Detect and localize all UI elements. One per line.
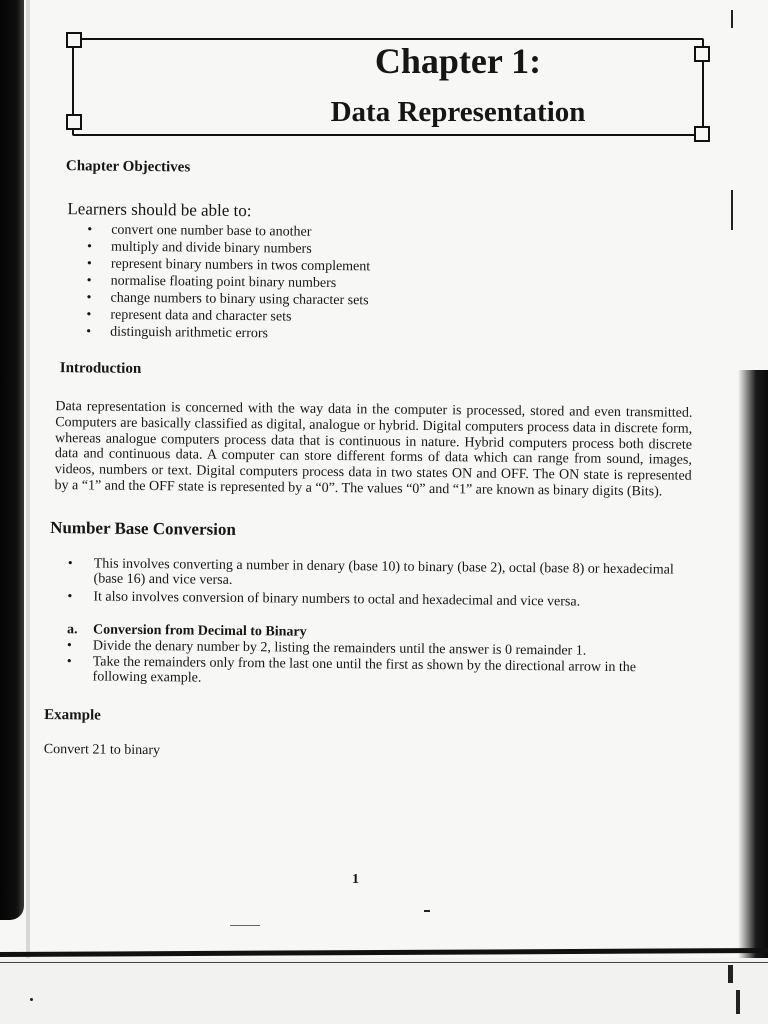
list-item: • represent data and character sets [86, 306, 693, 329]
list-item: • convert one number base to another [87, 221, 694, 244]
list-item: • represent binary numbers in twos complement [87, 255, 694, 278]
list-item: • Take the remainders only from the last one until the first as shown by the directional arrow in the following example. [66, 654, 689, 692]
page-content [44, 158, 695, 765]
scan-speck [736, 990, 740, 1014]
scan-speck [30, 998, 33, 1001]
scan-edge-bottom [0, 948, 768, 957]
list-item: • normalise floating point binary numbers [87, 272, 694, 295]
scan-speck [728, 965, 733, 983]
scan-speck [424, 910, 430, 912]
chapter-title: Chapter 1: [374, 41, 542, 81]
scan-edge-left [0, 0, 24, 920]
example-heading: Example [44, 706, 101, 724]
conversion-steps [44, 638, 689, 691]
objectives-heading: Chapter Objectives [65, 158, 191, 176]
introduction-heading: Introduction [59, 360, 142, 377]
scan-speck [230, 925, 260, 926]
scan-speck [731, 10, 733, 28]
page-number: 1 [352, 872, 359, 887]
number-base-heading: Number Base Conversion [50, 517, 236, 539]
chapter-subtitle: Data Representation [330, 96, 586, 128]
introduction-paragraph: Data representation is concerned with the way data in the computer is processed, stored and even transmitted. Computers are basically classified as digital, analogue or hybrid. Digital computers process data in discrete form, whereas analogue computers process data that is continuous in nature. Hybrid computers process both discrete data and continuous data. A computer can store different forms of data which can range from sound, images, videos, numbers or text. Digital computers process data in two states ON and OFF. The ON state is represented by a “1” and the OFF state is represented by a “0”. The values “0” and “1” are known as binary digits (Bits). [54, 399, 693, 500]
list-item: • multiply and divide binary numbers [87, 238, 694, 261]
list-item: • change numbers to binary using character sets [86, 289, 693, 312]
scan-speck [731, 190, 733, 230]
scan-edge-right [738, 370, 768, 960]
subsection-title: Conversion from Decimal to Binary [92, 622, 307, 640]
list-item: • This involves converting a number in denary (base 10) to binary (base 2), octal (base 8) or hexadecimal (base 16) and vice versa. [68, 556, 691, 594]
number-base-bullets [45, 556, 690, 611]
scan-edge-left-line [26, 0, 30, 1024]
list-item: • distinguish arithmetic errors [86, 323, 693, 346]
objectives-lead: Learners should be able to: [67, 199, 252, 221]
list-item: • It also involves conversion of binary numbers to octal and hexadecimal and vice versa. [67, 589, 690, 611]
chapter-title-box [72, 38, 704, 136]
example-text: Convert 21 to binary [43, 741, 161, 758]
list-item: • Divide the denary number by 2, listing the remainders until the answer is 0 remainder 1. [67, 638, 690, 660]
scan-edge-bottom-line [0, 962, 768, 963]
subsection-letter: a. [66, 622, 78, 638]
objectives-list [48, 221, 694, 347]
scan-bottom-area [0, 958, 768, 1024]
